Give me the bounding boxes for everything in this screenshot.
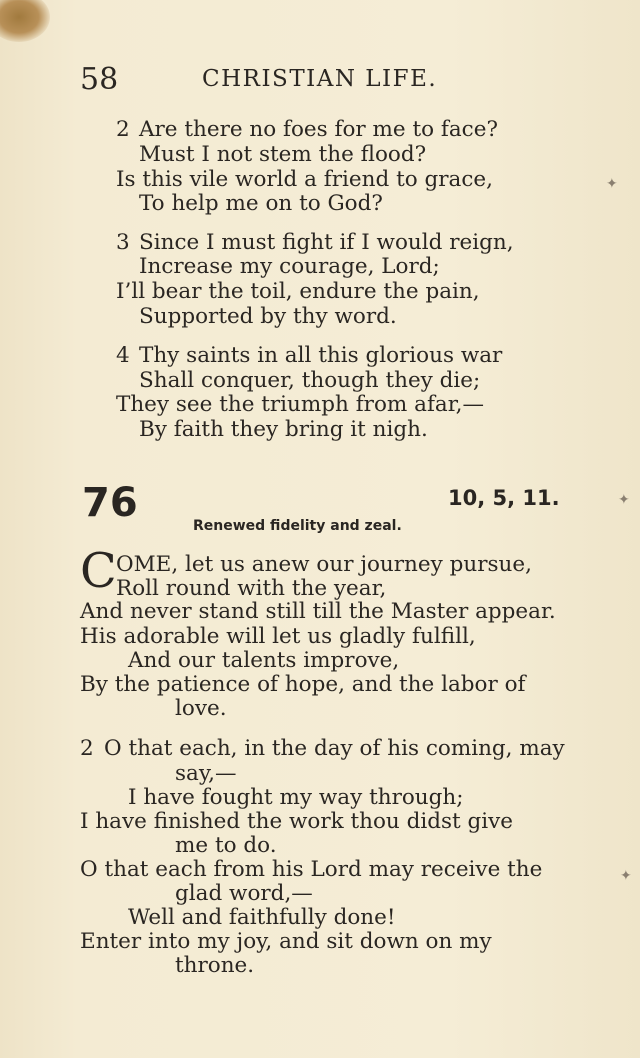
margin-mark: ✦ bbox=[606, 176, 618, 192]
verse-line: To help me on to God? bbox=[139, 191, 383, 216]
verse-line: say,— bbox=[175, 761, 237, 786]
verse-number: 3 bbox=[116, 230, 130, 255]
verse-line: O that each, in the day of his coming, may bbox=[104, 736, 565, 761]
verse-number: 2 bbox=[116, 117, 130, 142]
verse-line: OME, let us anew our journey pursue, bbox=[116, 552, 532, 577]
page-number: 58 bbox=[80, 62, 119, 97]
verse-line: And never stand still till the Master appear. bbox=[80, 599, 556, 624]
verse-line: Must I not stem the flood? bbox=[139, 142, 427, 167]
verse-line: Enter into my joy, and sit down on my bbox=[80, 929, 492, 954]
verse-line: Is this vile world a friend to grace, bbox=[116, 167, 493, 192]
margin-mark: ✦ bbox=[618, 492, 630, 508]
verse-line: Roll round with the year, bbox=[116, 576, 387, 601]
verse-line: Thy saints in all this glorious war bbox=[139, 343, 503, 368]
page-header bbox=[80, 62, 580, 102]
verse-line: And our talents improve, bbox=[128, 648, 400, 673]
verse-number: 2 bbox=[80, 736, 94, 761]
margin-mark: ✦ bbox=[620, 868, 632, 884]
running-head: CHRISTIAN LIFE. bbox=[202, 66, 438, 92]
verse-line: O that each from his Lord may receive the bbox=[80, 857, 543, 882]
verse-line: They see the triumph from afar,— bbox=[116, 392, 484, 417]
hymn-meter: 10, 5, 11. bbox=[448, 486, 560, 510]
verse-number: 4 bbox=[116, 343, 130, 368]
verse-line: Supported by thy word. bbox=[139, 304, 397, 329]
verse-line: I have finished the work thou didst give bbox=[80, 809, 514, 834]
verse-line: I have fought my way through; bbox=[128, 785, 464, 810]
hymn-subtitle: Renewed fidelity and zeal. bbox=[193, 518, 402, 534]
verse-line: By the patience of hope, and the labor of bbox=[80, 672, 526, 697]
verse-line: me to do. bbox=[175, 833, 277, 858]
drop-cap: C bbox=[80, 543, 117, 599]
verse-line: love. bbox=[175, 696, 227, 721]
verse-line: By faith they bring it nigh. bbox=[139, 417, 428, 442]
verse-line: Well and faithfully done! bbox=[128, 905, 396, 930]
page-stain bbox=[0, 0, 50, 42]
verse-line: Since I must fight if I would reign, bbox=[139, 230, 514, 255]
verse-line: His adorable will let us gladly fulfill, bbox=[80, 624, 476, 649]
verse-line: glad word,— bbox=[175, 881, 313, 906]
verse-line: I’ll bear the toil, endure the pain, bbox=[116, 279, 480, 304]
verse-line: Shall conquer, though they die; bbox=[139, 368, 481, 393]
verse-line: Are there no foes for me to face? bbox=[139, 117, 498, 142]
verse-line: Increase my courage, Lord; bbox=[139, 254, 440, 279]
hymn-number: 76 bbox=[82, 480, 138, 526]
verse-line: throne. bbox=[175, 953, 255, 978]
